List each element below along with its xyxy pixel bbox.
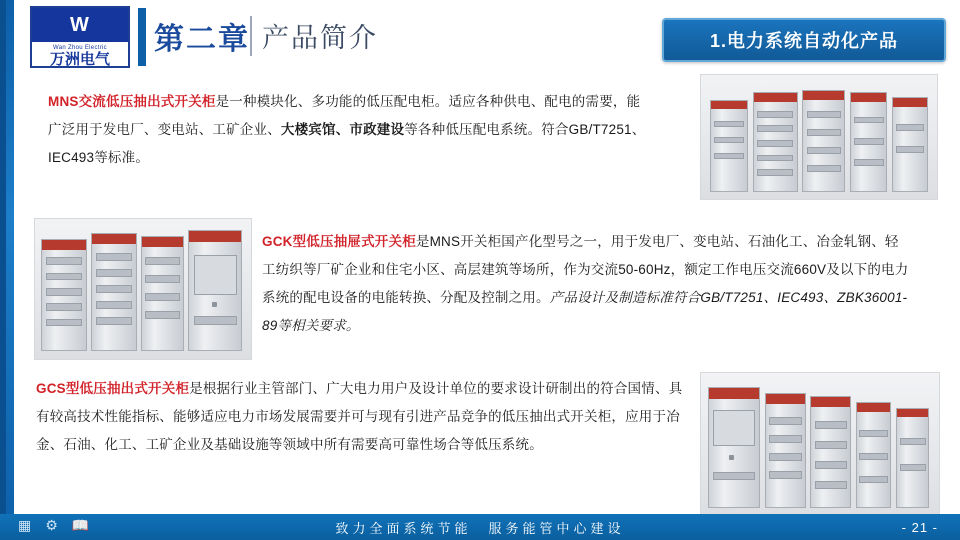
cabinet-drawer bbox=[807, 129, 841, 136]
section-tag: 1.电力系统自动化产品 bbox=[662, 18, 946, 62]
cabinet-drawer bbox=[145, 311, 180, 319]
cabinet-drawer bbox=[96, 301, 132, 309]
mns-switchgear-photo bbox=[700, 74, 938, 200]
cabinet-panel-door bbox=[194, 255, 238, 295]
cabinet-unit bbox=[802, 90, 844, 192]
cabinet-drawer bbox=[854, 138, 884, 145]
cabinet-drawer bbox=[96, 269, 132, 277]
cabinet-drawer bbox=[46, 303, 82, 311]
cabinet-drawer bbox=[757, 169, 793, 176]
cabinet-drawer bbox=[900, 464, 926, 471]
paragraph-mns-keyword: MNS交流低压抽出式开关柜 bbox=[48, 94, 216, 109]
book-icon[interactable]: 📖 bbox=[71, 517, 90, 533]
cabinet-drawer bbox=[896, 124, 924, 130]
cabinet-unit bbox=[41, 239, 86, 351]
cabinet-top-band bbox=[857, 403, 891, 412]
cabinet-drawer bbox=[714, 137, 744, 143]
cabinet-unit bbox=[850, 92, 888, 191]
cabinet-drawer bbox=[859, 453, 887, 460]
cabinet-drawer bbox=[769, 471, 801, 479]
cabinet-unit bbox=[91, 233, 136, 351]
cabinet-drawer bbox=[145, 275, 180, 283]
cabinet-drawer bbox=[807, 111, 841, 118]
logo-chinese-name: 万洲电气 bbox=[49, 50, 110, 68]
cabinet-top-band bbox=[851, 93, 887, 102]
cabinet-unit-control bbox=[708, 387, 760, 508]
logo-english-name: Wan Zhou Electric bbox=[53, 44, 107, 51]
slide-footer bbox=[0, 514, 960, 540]
cabinet-drawer bbox=[145, 257, 180, 265]
paragraph-mns-text-2: 等各种低压配电系统。符合GB/T7251、IEC493等标准。 bbox=[48, 122, 646, 165]
cabinet-top-band bbox=[142, 237, 183, 247]
cabinet-unit bbox=[892, 97, 927, 191]
cabinet-drawer bbox=[757, 125, 793, 132]
cabinet-drawer bbox=[96, 317, 132, 325]
cabinet-drawer bbox=[145, 293, 180, 301]
logo-emblem bbox=[32, 8, 128, 42]
cabinet-drawer bbox=[96, 253, 132, 261]
cabinet-top-band bbox=[189, 231, 241, 242]
company-logo bbox=[30, 6, 130, 68]
cabinet-panel-door bbox=[713, 410, 755, 446]
cabinet-drawer bbox=[815, 421, 847, 429]
cabinet-drawer bbox=[769, 417, 801, 425]
cabinet-drawer bbox=[46, 288, 82, 296]
cabinet-drawer bbox=[896, 146, 924, 152]
cabinet-unit bbox=[765, 393, 805, 508]
cabinet-drawer bbox=[854, 117, 884, 124]
cabinet-unit bbox=[810, 396, 850, 508]
cabinet-top-band bbox=[709, 388, 759, 399]
paragraph-mns-text-1: 是一种模块化、多功能的低压配电柜。适应各种供电、配电的需要，能广泛用于发电厂、变电站、工矿企业、 bbox=[48, 94, 641, 137]
paragraph-gck-keyword: GCK型低压抽屉式开关柜 bbox=[262, 234, 416, 249]
cabinet-drawer bbox=[859, 430, 887, 437]
cabinet-unit bbox=[710, 100, 748, 192]
cabinet-drawer bbox=[807, 147, 841, 154]
paragraph-gck-text-1: 是MNS开关柜国产化型号之一，用于发电厂、变电站、石油化工、冶金轧钢、轻工纺织等厂矿企业和住宅小区、高层建筑等场所，作为交流50-60Hz，额定工作电压交流660V及以下的电力系统的配电设备的电能转换、分配及控制之用。 bbox=[262, 234, 909, 305]
chapter-accent-bar bbox=[138, 8, 146, 66]
cabinet-drawer bbox=[859, 476, 887, 483]
paragraph-gcs-keyword: GCS型低压抽出式开关柜 bbox=[36, 381, 190, 396]
grid-icon[interactable]: ▦ bbox=[18, 517, 32, 533]
cabinet-drawer bbox=[713, 472, 755, 480]
footer-slogan: 致力全面系统节能 服务能管中心建设 bbox=[335, 520, 625, 536]
left-accent-rail-inner bbox=[0, 0, 6, 540]
cabinet-drawer bbox=[96, 285, 132, 293]
cabinet-top-band bbox=[92, 234, 135, 244]
logo-wordmark bbox=[32, 42, 128, 70]
cabinet-drawer bbox=[854, 159, 884, 166]
cabinet-top-band bbox=[811, 397, 849, 407]
cabinet-drawer bbox=[194, 316, 238, 324]
cabinet-drawer bbox=[46, 257, 82, 265]
cabinet-top-band bbox=[897, 409, 928, 418]
cabinet-unit bbox=[896, 408, 929, 509]
page-number: - 21 - bbox=[901, 519, 938, 535]
paragraph-mns-bold-1: 大楼宾馆、市政建设 bbox=[280, 122, 405, 137]
cabinet-knob bbox=[729, 455, 734, 460]
cabinet-unit bbox=[141, 236, 184, 351]
cabinet-drawer bbox=[46, 273, 82, 281]
cabinet-knob bbox=[212, 302, 217, 307]
cabinet-drawer bbox=[900, 438, 926, 445]
gcs-switchgear-photo bbox=[700, 372, 940, 518]
cabinet-top-band bbox=[893, 98, 926, 106]
chapter-title: 第二章 bbox=[154, 23, 250, 56]
gear-icon[interactable]: ⚙ bbox=[45, 517, 58, 533]
cabinet-drawer bbox=[714, 121, 744, 127]
cabinet-top-band bbox=[42, 240, 85, 250]
cabinet-drawer bbox=[815, 441, 847, 449]
paragraph-gcs bbox=[36, 375, 684, 459]
cabinet-drawer bbox=[815, 481, 847, 489]
cabinet-top-band bbox=[754, 93, 797, 102]
title-divider bbox=[250, 16, 252, 56]
cabinet-drawer bbox=[757, 155, 793, 162]
gck-switchgear-photo bbox=[34, 218, 252, 360]
cabinet-drawer bbox=[807, 165, 841, 172]
paragraph-gck-italic-1: 产品设计及制造标准符合GB/T7251、IEC493、ZBK36001-89等相关要求。 bbox=[262, 290, 908, 333]
cabinet-drawer bbox=[769, 435, 801, 443]
cabinet-top-band bbox=[766, 394, 804, 404]
cabinet-drawer bbox=[46, 319, 82, 327]
cabinet-drawer bbox=[757, 111, 793, 118]
logo-mark: W bbox=[70, 13, 90, 36]
cabinet-drawer bbox=[714, 153, 744, 159]
cabinet-unit bbox=[856, 402, 892, 509]
chapter-subtitle: 产品简介 bbox=[262, 23, 378, 53]
paragraph-mns bbox=[48, 88, 648, 172]
cabinet-unit bbox=[753, 92, 798, 191]
left-accent-rail bbox=[0, 0, 14, 540]
cabinet-drawer bbox=[769, 453, 801, 461]
cabinet-top-band bbox=[711, 101, 747, 109]
slide-header bbox=[14, 0, 960, 74]
cabinet-top-band bbox=[803, 91, 843, 100]
paragraph-gcs-text-1: 是根据行业主管部门、广大电力用户及设计单位的要求设计研制出的符合国情、具有较高技术性能指标、能够适应电力市场发展需要并可与现有引进产品竞争的低压抽出式开关柜，应用于冶金、石油、化工、工矿企业及基础设施等领域中所有需要高可靠性场合等低压系统。 bbox=[36, 381, 683, 452]
paragraph-gck bbox=[262, 228, 910, 340]
cabinet-drawer bbox=[815, 461, 847, 469]
cabinet-drawer bbox=[757, 140, 793, 147]
cabinet-unit-control bbox=[188, 230, 242, 350]
